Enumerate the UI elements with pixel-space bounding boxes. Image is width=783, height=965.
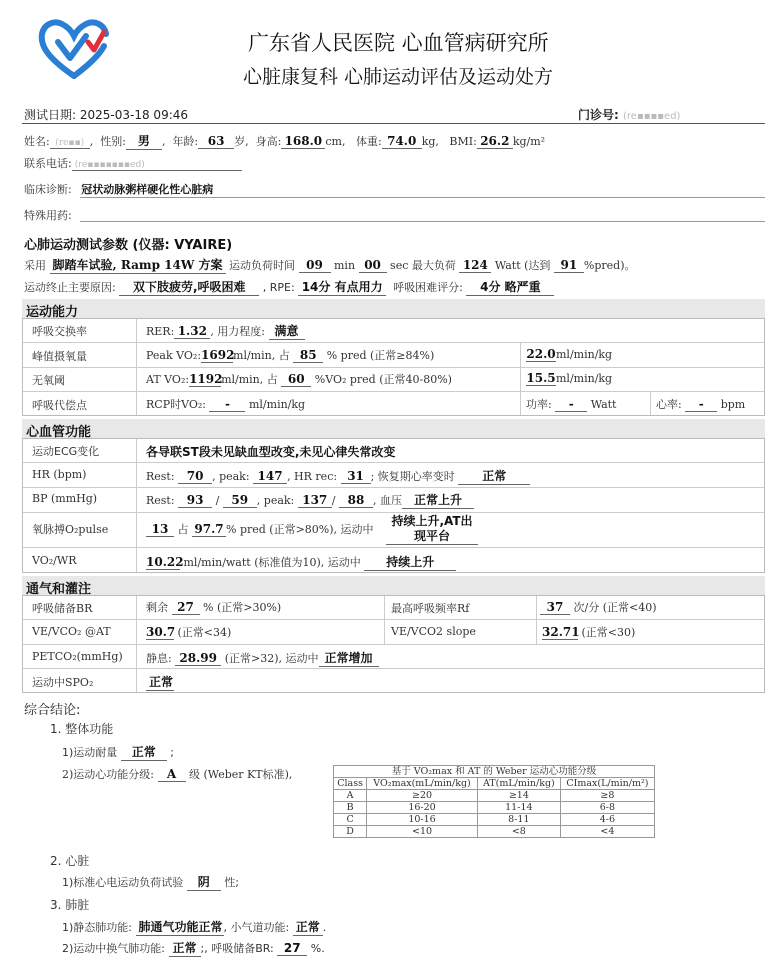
- weber-header: VO₂max(mL/min/kg): [367, 778, 478, 790]
- params-title: 心肺运动测试参数 (仪器: VYAIRE): [24, 238, 233, 253]
- hr-row: 心率: - bpm: [656, 397, 746, 411]
- cardio-section-title: 心血管功能: [22, 419, 765, 438]
- table-row: B 16-20 11-14 6-8: [334, 802, 655, 814]
- veat-values: 30.7 (正常<34): [146, 625, 232, 639]
- ecg-value: 各导联ST段未见缺血型改变,未见心律失常改变: [146, 445, 396, 459]
- hr-label: HR (bpm): [32, 468, 87, 481]
- vent-section-title: 通气和灌注: [22, 576, 765, 595]
- spo2-label: 运动中SPO₂: [32, 676, 94, 689]
- patient-row: 姓名: (re▪▪) , 性别: 男 , 年龄: 63 岁, 身高: 168.0 cm, 体重: 74.0 kg, BMI: 26.2 kg/m²: [24, 134, 546, 148]
- o2p-values: 13 占 97.7 % pred (正常>80%), 运动中: [146, 521, 374, 537]
- peak-label: 峰值摄氧量: [32, 350, 87, 363]
- report-subtitle: 心脏康复科 心肺运动评估及运动处方: [243, 66, 554, 88]
- bp-label: BP (mmHg): [32, 492, 98, 505]
- table-row: C 10-16 8-11 4-6: [334, 814, 655, 826]
- power-row: 功率: - Watt: [526, 397, 617, 411]
- protocol-row: 采用 脚踏车试验, Ramp 14W 方案 运动负荷时间 09 min 00 sec 最大负荷 124 Watt (达到 91 %pred)。: [24, 258, 636, 272]
- summary-s2a: 1)标准心电运动负荷试验 阴 性;: [62, 875, 240, 889]
- hospital-title: 广东省人民医院 心血管病研究所: [248, 31, 549, 55]
- rer-row: RER: 1.32 , 用力程度: 满意: [146, 322, 305, 340]
- weber-header: AT(mL/min/kg): [477, 778, 560, 790]
- summary-s3b: 2)运动中换气肺功能: 正常 ;, 呼吸储备BR: 27 %.: [62, 941, 325, 955]
- at-label: 无氧阈: [32, 374, 65, 387]
- test-date: 测试日期: 2025-03-18 09:46: [24, 108, 189, 122]
- summary-s2: 2. 心脏: [50, 854, 90, 868]
- summary-s3a: 1)静态肺功能: 肺通气功能正常, 小气道功能: 正常 .: [62, 920, 327, 934]
- phone-row: 联系电话: (re▪▪▪▪▪▪▪ed): [24, 155, 242, 171]
- stop-row: 运动终止主要原因: 双下肢疲劳,呼吸困难 , RPE: 14分 有点用力 呼吸困难评分: 4分 略严重: [24, 278, 554, 296]
- summary-s1a: 1)运动耐量 正常 ;: [62, 745, 175, 759]
- petco-label: PETCO₂(mmHg): [32, 650, 123, 663]
- weber-header: Class: [334, 778, 367, 790]
- peak-row: Peak VO₂:1692ml/min, 占 85 % pred (正常≥84%): [146, 348, 435, 362]
- spo2-values: 正常: [146, 673, 174, 691]
- summary-s1b: 2)运动心功能分级: A 级 (Weber KT标准),: [62, 767, 293, 781]
- drug-row: 特殊用药:: [24, 209, 72, 222]
- hr-values: Rest: 70 , peak: 147 , HR rec: 31 ; 恢复期心率变时 正常: [146, 467, 530, 485]
- petco-values: 静息: 28.99 (正常>32), 运动中 正常增加: [146, 649, 379, 667]
- br-values: 剩余 27 % (正常>30%): [146, 600, 282, 614]
- rcp-row: RCP时VO₂: - ml/min/kg: [146, 397, 306, 411]
- o2p-label: 氧脉搏O₂pulse: [32, 523, 109, 536]
- rf-label: 最高呼吸频率Rf: [391, 602, 470, 615]
- rcp-label: 呼吸代偿点: [32, 399, 87, 412]
- at-row: AT VO₂:1192ml/min, 占 60 %VO₂ pred (正常40-80%): [146, 372, 452, 386]
- rer-label: 呼吸交换率: [32, 325, 87, 338]
- vwr-label: VO₂/WR: [32, 554, 77, 567]
- vwr-values: 10.22 ml/min/watt (标准值为10), 运动中 持续上升: [146, 553, 456, 571]
- slope-label: VE/VCO2 slope: [391, 625, 476, 638]
- summary-s3: 3. 肺脏: [50, 898, 90, 912]
- table-row: D <10 <8 <4: [334, 826, 655, 838]
- hospital-logo: [38, 18, 110, 80]
- weber-title: 基于 VO₂max 和 AT 的 Weber 运动心功能分级: [334, 766, 655, 778]
- veat-label: VE/VCO₂ @AT: [32, 625, 111, 638]
- ecg-label: 运动ECG变化: [32, 445, 100, 458]
- rf-values: 37 次/分 (正常<40): [540, 599, 657, 615]
- slope-values: 32.71 (正常<30): [542, 625, 636, 639]
- br-label: 呼吸储备BR: [32, 602, 93, 615]
- weber-table: [333, 765, 655, 838]
- summary-s1: 1. 整体功能: [50, 722, 114, 736]
- at-kg: 15.5ml/min/kg: [526, 371, 613, 385]
- capacity-section-title: 运动能力: [22, 299, 765, 318]
- weber-header: CImax(L/min/m²): [560, 778, 654, 790]
- peak-kg: 22.0ml/min/kg: [526, 347, 613, 361]
- bp-values: Rest: 93 / 59 , peak: 137 / 88 , 血压 正常上升: [146, 491, 474, 509]
- o2p-trend: 持续上升,AT出 现平台: [386, 514, 478, 545]
- diagnosis-row: 临床诊断: 冠状动脉粥样硬化性心脏病: [24, 183, 214, 196]
- capacity-table: [22, 318, 765, 416]
- summary-title: 综合结论:: [24, 703, 81, 718]
- table-row: A ≥20 ≥14 ≥8: [334, 790, 655, 802]
- clinic-no: 门诊号: (re▪▪▪▪ed): [578, 108, 681, 122]
